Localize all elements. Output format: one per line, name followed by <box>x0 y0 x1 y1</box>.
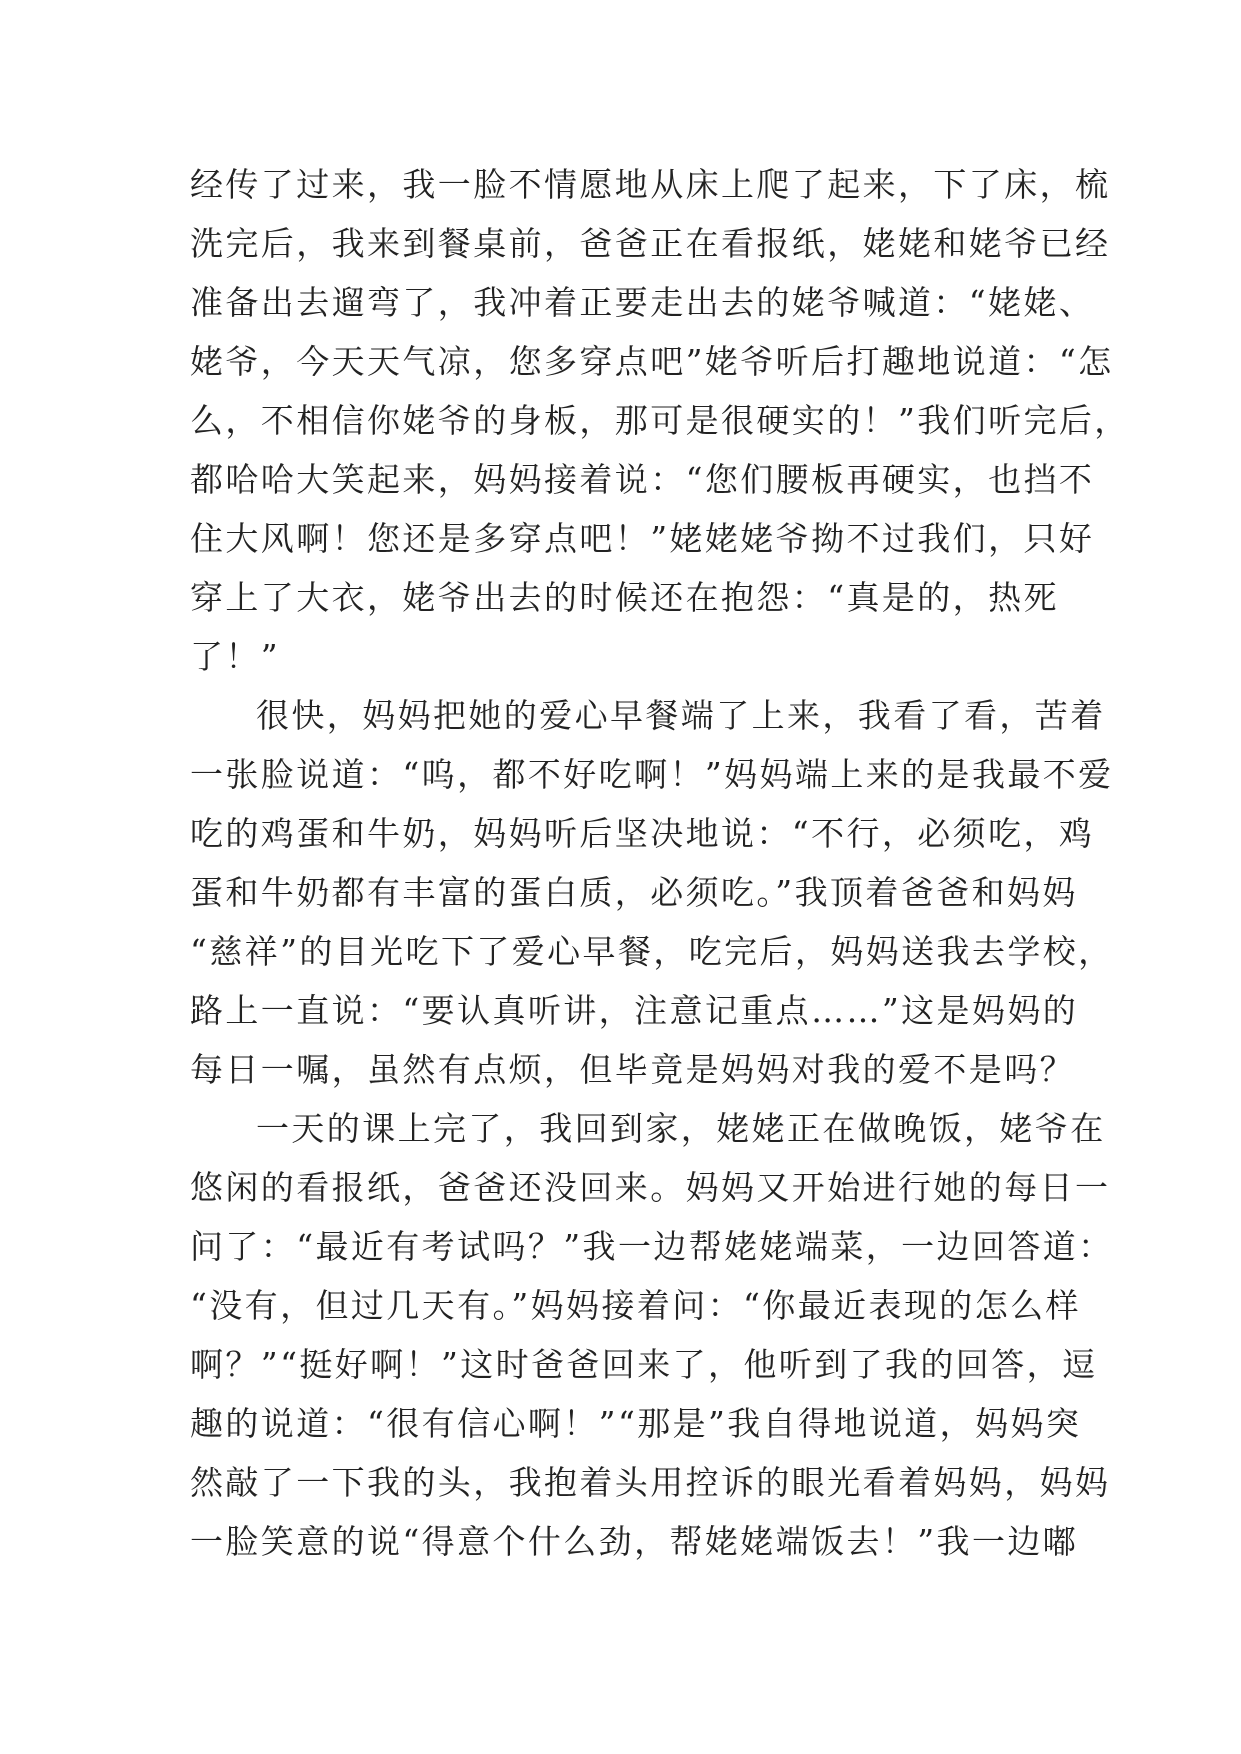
text-line: 悠闲的看报纸，爸爸还没回来。妈妈又开始进行她的每日一 <box>190 1168 1111 1207</box>
text-line: 每日一嘱，虽然有点烦，但毕竟是妈妈对我的爱不是吗？ <box>190 1050 1075 1089</box>
paragraph-first-line: 一天的课上完了，我回到家，姥姥正在做晚饭，姥爷在 <box>256 1109 1106 1148</box>
text-line: 住大风啊！您还是多穿点吧！”姥姥姥爷拗不过我们，只好 <box>190 519 1095 558</box>
paragraph-first-line: 很快，妈妈把她的爱心早餐端了上来，我看了看，苦着 <box>256 696 1106 735</box>
text-line: 路上一直说：“要认真听讲，注意记重点……”这是妈妈的 <box>190 991 1079 1030</box>
text-line: 穿上了大衣，姥爷出去的时候还在抱怨：“真是的，热死 <box>190 578 1059 617</box>
text-line: “没有，但过几天有。”妈妈接着问：“你最近表现的怎么样 <box>190 1286 1081 1325</box>
text-line: 蛋和牛奶都有丰富的蛋白质，必须吃。”我顶着爸爸和妈妈 <box>190 873 1078 912</box>
text-line: 问了：“最近有考试吗？”我一边帮姥姥端菜，一边回答道： <box>190 1227 1114 1266</box>
text-line: 吃的鸡蛋和牛奶，妈妈听后坚决地说：“不行，必须吃，鸡 <box>190 814 1095 853</box>
text-line: 一脸笑意的说“得意个什么劲，帮姥姥端饭去！”我一边嘟 <box>190 1522 1079 1561</box>
text-line: 趣的说道：“很有信心啊！”“那是”我自得地说道，妈妈突 <box>190 1404 1082 1443</box>
text-line: 了！” <box>190 637 281 676</box>
text-line: 都哈哈大笑起来，妈妈接着说：“您们腰板再硬实，也挡不 <box>190 460 1095 499</box>
text-line: 准备出去遛弯了，我冲着正要走出去的姥爷喊道：“姥姥、 <box>190 283 1095 322</box>
text-line: 啊？”“挺好啊！”这时爸爸回来了，他听到了我的回答，逗 <box>190 1345 1098 1384</box>
text-line: 姥爷，今天天气凉，您多穿点吧”姥爷听后打趣地说道：“怎 <box>190 342 1114 381</box>
text-line: 经传了过来，我一脸不情愿地从床上爬了起来，下了床，梳 <box>190 165 1111 204</box>
text-line: “慈祥”的目光吃下了爱心早餐，吃完后，妈妈送我去学校， <box>190 932 1114 971</box>
text-line: 么，不相信你姥爷的身板，那可是很硬实的！”我们听完后， <box>190 401 1130 440</box>
text-line: 然敲了一下我的头，我抱着头用控诉的眼光看着妈妈，妈妈 <box>190 1463 1111 1502</box>
text-line: 一张脸说道：“呜，都不好吃啊！”妈妈端上来的是我最不爱 <box>190 755 1114 794</box>
text-line: 洗完后，我来到餐桌前，爸爸正在看报纸，姥姥和姥爷已经 <box>190 224 1111 263</box>
